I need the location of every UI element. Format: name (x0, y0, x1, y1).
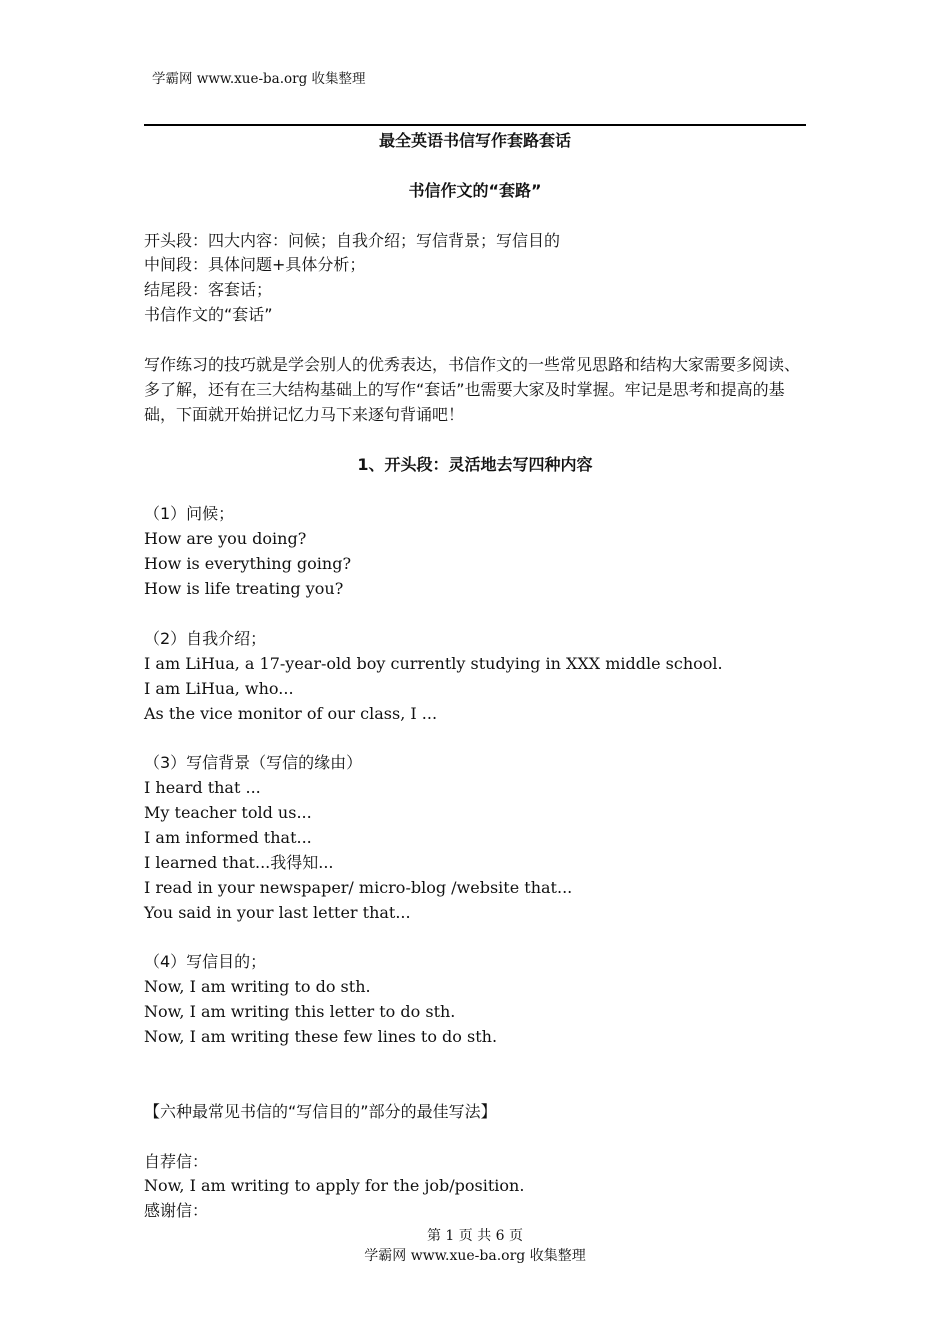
structure-line-ending: 结尾段：客套话； (144, 280, 273, 300)
recommend-letter-example: Now, I am writing to apply for the job/position. (144, 1176, 525, 1196)
self-intro-example: I am LiHua, who... (144, 678, 294, 698)
greeting-example: How is everything going? (144, 554, 352, 574)
page-footer-source: 学霸网 www.xue-ba.org 收集整理 (364, 1248, 586, 1264)
intro-paragraph: 写作练习的技巧就是学会别人的优秀表达，书信作文的一些常见思路和结构大家需要多阅读、多了解，还有在三大结构基础上的写作“套话”也需要大家及时掌握。牢记是思考和提高的基础，下面就开始拼记忆力马下来逐句背诵吧！ (144, 355, 801, 424)
recommend-letter-label: 自荐信： (144, 1151, 209, 1171)
self-intro-example: I am LiHua, a 17-year-old boy currently studying in XXX middle school. (144, 653, 723, 673)
structure-line-phrases: 书信作文的“套话” (144, 305, 273, 325)
greeting-example: How are you doing? (144, 529, 307, 549)
six-types-heading: 【六种最常见书信的“写信目的”部分的最佳写法】 (144, 1101, 497, 1121)
spacer (144, 154, 806, 179)
thanks-letter-label: 感谢信： (144, 1201, 209, 1221)
header-divider (144, 124, 806, 126)
greeting-label: （1）问候； (144, 504, 235, 524)
background-example: I am informed that... (144, 827, 312, 847)
spacer (144, 726, 806, 751)
spacer (144, 1075, 806, 1100)
purpose-example: Now, I am writing to do sth. (144, 977, 371, 997)
page-header: 学霸网 www.xue-ba.org 收集整理 (152, 71, 366, 87)
spacer (144, 602, 806, 627)
spacer (144, 328, 806, 353)
background-example: I read in your newspaper/ micro-blog /website that... (144, 877, 573, 897)
spacer (144, 478, 806, 503)
document-body (144, 129, 806, 1224)
document-subtitle: 书信作文的“套路” (408, 180, 542, 200)
background-example: I heard that ... (144, 778, 261, 798)
spacer (144, 926, 806, 951)
background-label: （3）写信背景（写信的缘由） (144, 753, 363, 773)
background-example: My teacher told us... (144, 803, 312, 823)
greeting-example: How is life treating you? (144, 579, 344, 599)
spacer (144, 1125, 806, 1150)
purpose-example: Now, I am writing this letter to do sth. (144, 1002, 456, 1022)
document-title: 最全英语书信写作套路套话 (378, 131, 571, 150)
structure-line-opening: 开头段：四大内容：问候；自我介绍；写信背景；写信目的 (144, 230, 561, 250)
purpose-label: （4）写信目的； (144, 952, 267, 972)
spacer (144, 428, 806, 453)
spacer (144, 1050, 806, 1075)
background-example: You said in your last letter that... (144, 902, 411, 922)
background-example: I learned that...我得知... (144, 852, 334, 872)
spacer (144, 204, 806, 229)
self-intro-example: As the vice monitor of our class, I ... (144, 703, 438, 723)
section-heading-opening: 1、开头段：灵活地去写四种内容 (357, 454, 593, 474)
page-number: 第 1 页 共 6 页 (426, 1228, 524, 1244)
purpose-example: Now, I am writing these few lines to do sth. (144, 1027, 498, 1047)
structure-line-middle: 中间段：具体问题+具体分析； (144, 255, 366, 275)
self-intro-label: （2）自我介绍； (144, 628, 267, 648)
